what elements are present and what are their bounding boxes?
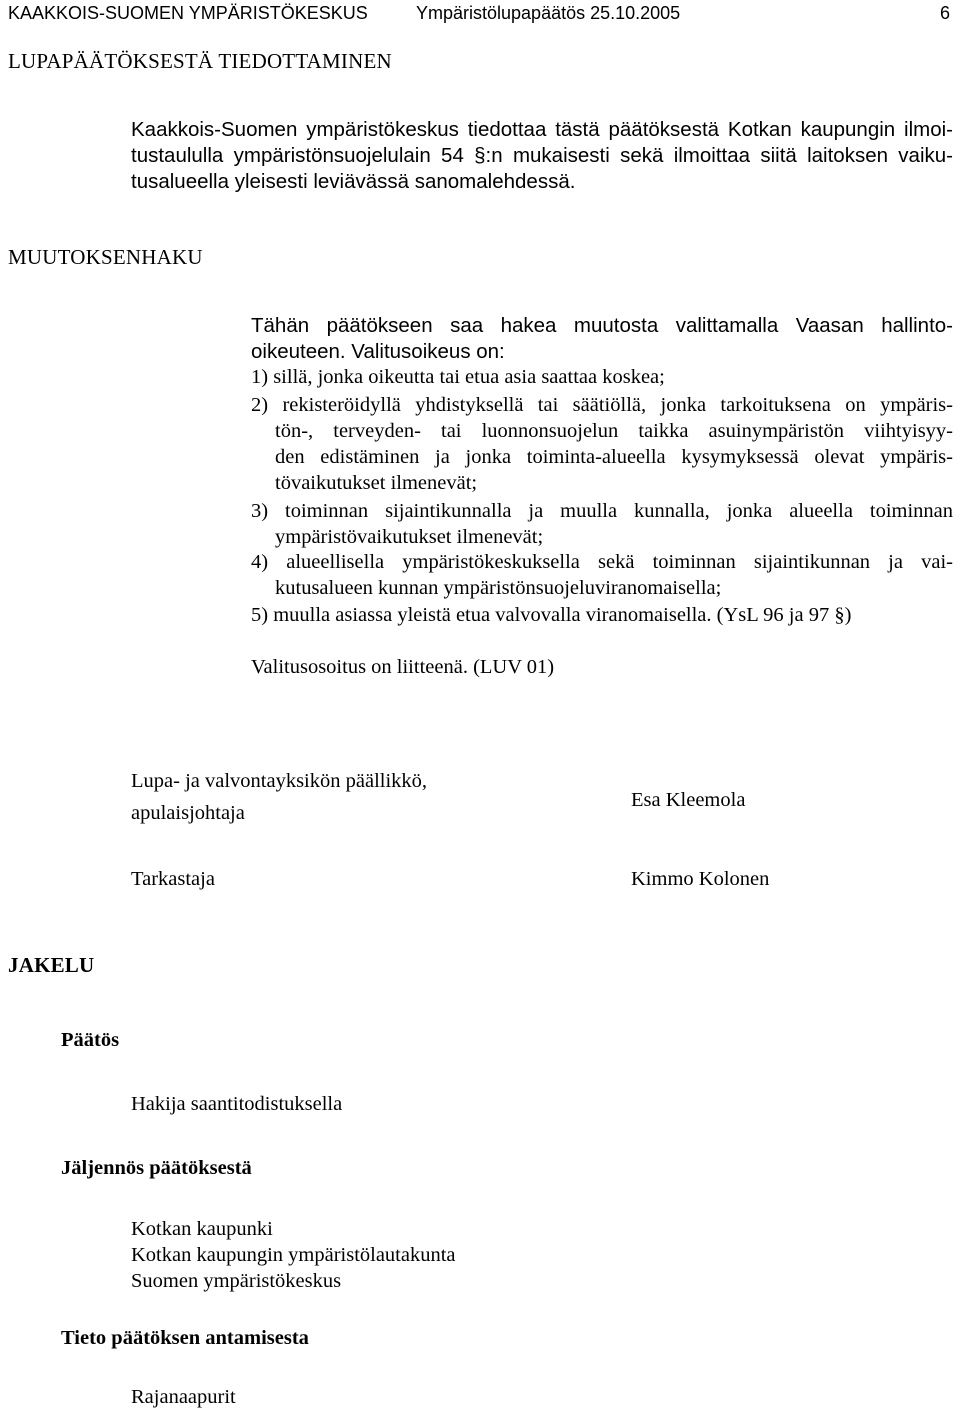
appeal-instructions: Valitusosoitus on liitteenä. (LUV 01) bbox=[251, 656, 555, 678]
appeal-item-4 bbox=[251, 549, 953, 601]
distribution-recipient: Rajanaapurit bbox=[131, 1386, 236, 1408]
signature-title-line: Lupa- ja valvontayksikön päällikkö, bbox=[131, 770, 428, 792]
distribution-recipient: Suomen ympäristökeskus bbox=[131, 1270, 342, 1292]
appeal-item-line: tövaikutukset ilmenevät; bbox=[275, 472, 478, 494]
distribution-recipient: Kotkan kaupungin ympäristölautakunta bbox=[131, 1244, 456, 1266]
appeal-item-line: 3) toiminnan sijaintikunnalla ja muulla kunnalla, jonka alueella toiminnan bbox=[251, 500, 953, 522]
appeal-item-1: 1) sillä, jonka oikeutta tai etua asia saattaa koskea; bbox=[251, 366, 665, 388]
distribution-group-title: Tieto päätöksen antamisesta bbox=[61, 1327, 309, 1349]
header-doc-title: Ympäristölupapäätös 25.10.2005 bbox=[416, 3, 681, 23]
appeal-item-line: 2) rekisteröidyllä yhdistyksellä tai säätiöllä, jonka tarkoituksena on ympäris- bbox=[251, 394, 953, 416]
signature-name-2: Kimmo Kolonen bbox=[631, 868, 770, 890]
distribution-recipient: Kotkan kaupunki bbox=[131, 1218, 273, 1240]
signature-title-2: Tarkastaja bbox=[131, 868, 215, 890]
distribution-group-title: Jäljennös päätöksestä bbox=[61, 1157, 252, 1179]
appeal-item-line: 4) alueellisella ympäristökeskuksella sekä toiminnan sijaintikunnan ja vai- bbox=[251, 551, 953, 573]
appeal-intro-line: Tähän päätökseen saa hakea muutosta valittamalla Vaasan hallinto- bbox=[251, 314, 953, 337]
section-heading-appeal: MUUTOKSENHAKU bbox=[8, 245, 203, 269]
appeal-item-5: 5) muulla asiassa yleistä etua valvovalla viranomaisella. (YsL 96 ja 97 §) bbox=[251, 604, 852, 626]
notice-paragraph bbox=[131, 117, 953, 195]
appeal-item-3 bbox=[251, 498, 953, 550]
notice-line: tustaululla ympäristönsuojelulain 54 §:n mukaisesti sekä ilmoittaa siitä laitoksen vaiku- bbox=[131, 144, 953, 167]
appeal-intro bbox=[251, 313, 953, 365]
header-org: KAAKKOIS-SUOMEN YMPÄRISTÖKESKUS bbox=[8, 3, 368, 23]
appeal-item-2 bbox=[251, 392, 953, 496]
appeal-item-line: kutusalueen kunnan ympäristönsuojeluviranomaisella; bbox=[275, 577, 722, 599]
appeal-item-line: ympäristövaikutukset ilmenevät; bbox=[275, 526, 544, 548]
distribution-recipient: Hakija saantitodistuksella bbox=[131, 1093, 343, 1115]
section-heading-distribution: JAKELU bbox=[8, 953, 95, 977]
page-number: 6 bbox=[940, 3, 951, 23]
section-heading-notice: LUPAPÄÄTÖKSESTÄ TIEDOTTAMINEN bbox=[8, 49, 392, 73]
distribution-group-title: Päätös bbox=[61, 1029, 120, 1051]
signature-name-1: Esa Kleemola bbox=[631, 789, 746, 811]
signature-title-line: apulaisjohtaja bbox=[131, 802, 245, 824]
notice-line: Kaakkois-Suomen ympäristökeskus tiedottaa tästä päätöksestä Kotkan kaupungin ilmoi- bbox=[131, 118, 953, 141]
appeal-item-line: den edistäminen ja jonka toiminta-alueella kysymyksessä olevat ympäris- bbox=[275, 446, 953, 468]
distribution-recipient-list bbox=[131, 1216, 456, 1294]
appeal-item-line: tön-, terveyden- tai luonnonsuojelun taikka asuinympäristön viihtyisyy- bbox=[275, 420, 953, 442]
signature-title-1 bbox=[131, 765, 427, 829]
appeal-intro-line: oikeuteen. Valitusoikeus on: bbox=[251, 340, 505, 363]
notice-line: tusalueella yleisesti leviävässä sanomalehdessä. bbox=[131, 170, 576, 193]
